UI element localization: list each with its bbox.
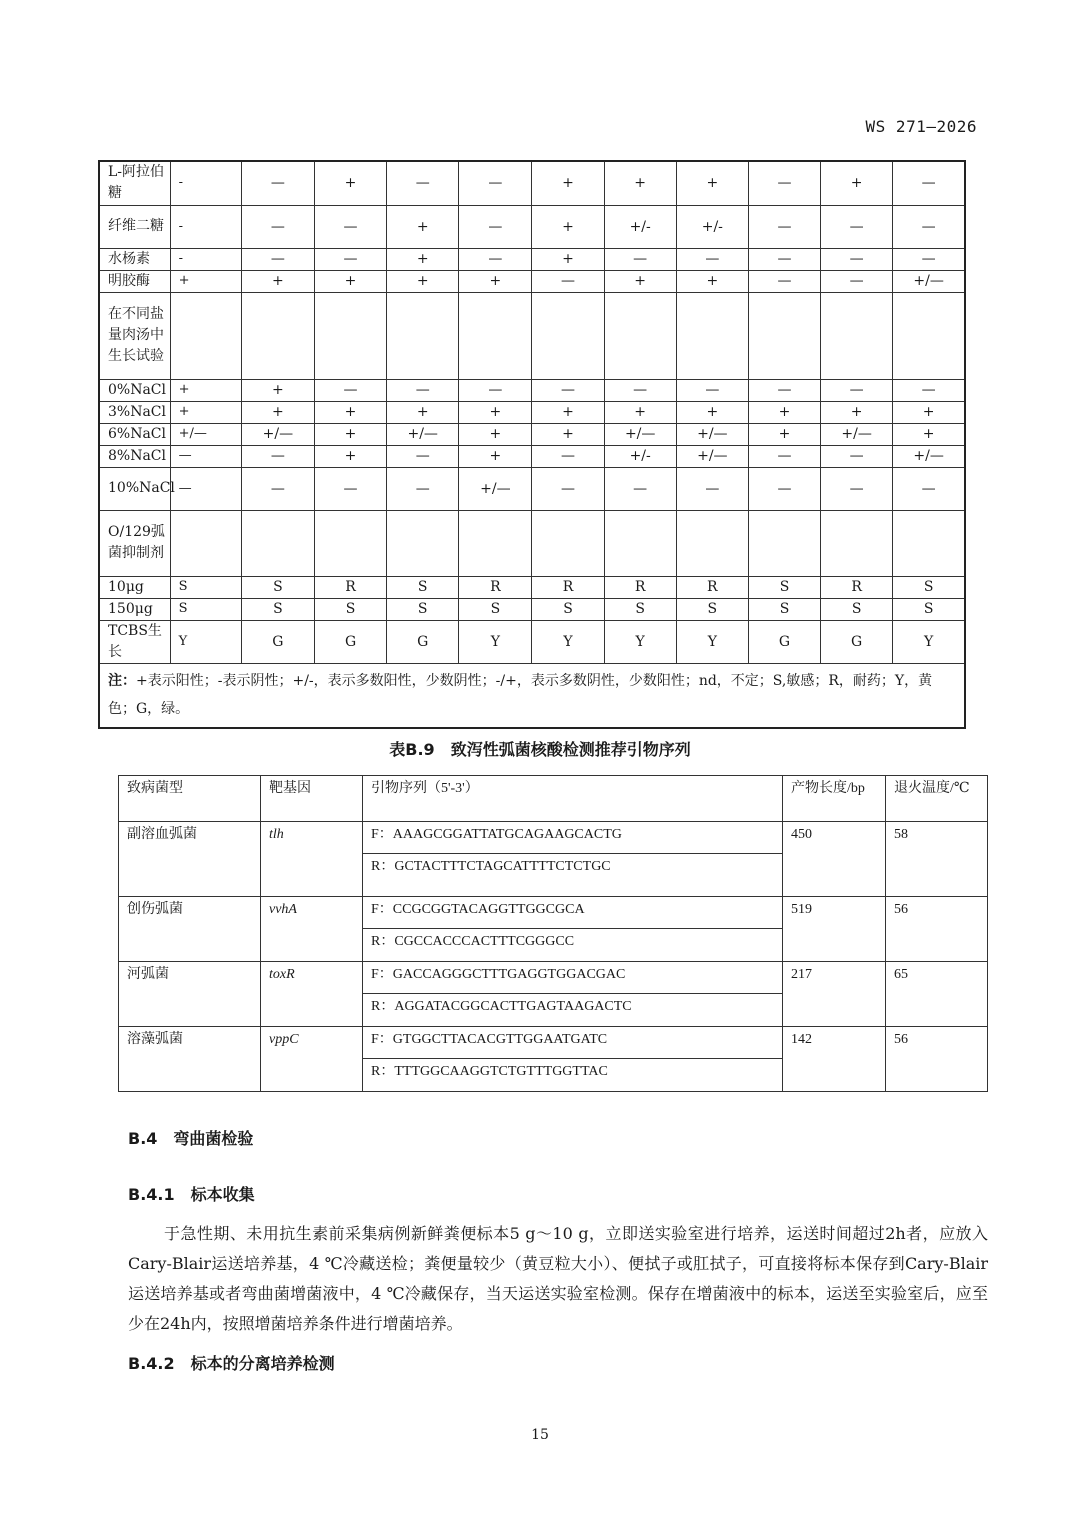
gene-cell: toxR — [261, 962, 363, 1027]
table-note-row — [99, 663, 965, 728]
table-cell: Y — [170, 620, 241, 663]
table-note — [99, 663, 965, 728]
table-cell: Y — [676, 620, 748, 663]
table-cell: - — [170, 161, 241, 205]
table-cell — [604, 510, 676, 576]
table-cell: R — [821, 576, 893, 598]
table-cell: + — [676, 270, 748, 292]
gene-cell: tlh — [261, 822, 363, 897]
row-label: 明胶酶 — [99, 270, 170, 292]
table-cell: R — [459, 576, 532, 598]
table-cell: — — [821, 270, 893, 292]
forward-primer-cell: F：GTGGCTTACACGTTGGAATGATC — [363, 1027, 783, 1059]
table-cell: S — [387, 598, 459, 620]
table-cell: + — [241, 270, 314, 292]
table-cell: +/— — [387, 423, 459, 445]
table-cell: — — [748, 205, 820, 248]
reverse-primer-cell: R：TTTGGCAAGGTCTGTTTGGTTAC — [363, 1059, 783, 1092]
product-length-cell: 217 — [783, 962, 886, 1027]
column-header: 引物序列（5'-3'） — [363, 776, 783, 822]
table-cell — [748, 292, 820, 379]
table-row — [119, 1027, 988, 1059]
table-row — [99, 576, 965, 598]
table-cell: + — [532, 401, 604, 423]
table-cell: — — [604, 248, 676, 270]
product-length-cell: 450 — [783, 822, 886, 897]
table-cell: S — [387, 576, 459, 598]
table-cell — [314, 292, 386, 379]
table-cell — [676, 510, 748, 576]
table-cell: + — [314, 270, 386, 292]
table-cell: S — [532, 598, 604, 620]
row-label: O/129弧菌抑制剂 — [99, 510, 170, 576]
row-label: 在不同盐量肉汤中生长试验 — [99, 292, 170, 379]
table-cell: + — [459, 423, 532, 445]
forward-primer-cell: F：GACCAGGGCTTTGAGGTGGACGAC — [363, 962, 783, 994]
table-cell: R — [604, 576, 676, 598]
table-cell: + — [459, 401, 532, 423]
table-cell: S — [748, 576, 820, 598]
table-cell: S — [170, 598, 241, 620]
table-cell: — — [532, 379, 604, 401]
table-cell: Y — [459, 620, 532, 663]
row-label: 水杨素 — [99, 248, 170, 270]
table-cell — [170, 510, 241, 576]
product-length-cell: 519 — [783, 897, 886, 962]
table-cell: + — [170, 401, 241, 423]
table-cell: + — [748, 401, 820, 423]
table-cell: Y — [893, 620, 965, 663]
table-cell — [459, 510, 532, 576]
table-cell: — — [532, 270, 604, 292]
standard-code: WS 271—2026 — [865, 117, 977, 136]
table-cell: — — [748, 379, 820, 401]
table-cell: — — [459, 248, 532, 270]
table-cell: — — [314, 467, 386, 510]
table-cell: — — [893, 379, 965, 401]
table-cell: + — [748, 423, 820, 445]
row-label: 8%NaCl — [99, 445, 170, 467]
table-cell: + — [387, 205, 459, 248]
table-cell: — — [748, 445, 820, 467]
table-cell: — — [821, 379, 893, 401]
table-cell: — — [532, 467, 604, 510]
table-cell: +/— — [893, 445, 965, 467]
table-cell: +/— — [170, 423, 241, 445]
table-row — [99, 401, 965, 423]
table-cell: — — [821, 445, 893, 467]
table-cell: — — [314, 379, 386, 401]
table-cell — [241, 510, 314, 576]
table-cell: G — [821, 620, 893, 663]
table-cell: + — [532, 161, 604, 205]
section-b42-heading: B.4.2 标本的分离培养检测 — [128, 1354, 335, 1373]
table-row — [99, 423, 965, 445]
table-row — [99, 161, 965, 205]
table-cell — [170, 292, 241, 379]
table-row — [99, 248, 965, 270]
organism-cell: 创伤弧菌 — [119, 897, 261, 962]
row-label: L-阿拉伯糖 — [99, 161, 170, 205]
table-cell: + — [604, 401, 676, 423]
table-cell — [893, 510, 965, 576]
table-cell: S — [314, 598, 386, 620]
gene-cell: vvhA — [261, 897, 363, 962]
table-cell: G — [748, 620, 820, 663]
header-row — [119, 776, 988, 822]
table-cell: + — [532, 423, 604, 445]
annealing-temp-cell: 56 — [886, 897, 988, 962]
column-header: 靶基因 — [261, 776, 363, 822]
row-label: 6%NaCl — [99, 423, 170, 445]
table-cell: S — [676, 598, 748, 620]
table-cell: + — [893, 423, 965, 445]
table-cell — [821, 510, 893, 576]
table-cell: — — [387, 467, 459, 510]
table-cell: + — [532, 205, 604, 248]
row-label: 10%NaCl — [99, 467, 170, 510]
table-cell: +/— — [676, 423, 748, 445]
table-cell — [459, 292, 532, 379]
row-label: TCBS生长 — [99, 620, 170, 663]
table-cell: — — [170, 445, 241, 467]
column-header: 致病菌型 — [119, 776, 261, 822]
table-cell: + — [387, 270, 459, 292]
table-row — [119, 897, 988, 929]
table-cell: — — [314, 248, 386, 270]
row-label: 150μg — [99, 598, 170, 620]
table-cell: + — [241, 401, 314, 423]
table-cell: +/— — [821, 423, 893, 445]
table-cell: + — [459, 445, 532, 467]
section-b4-heading: B.4 弯曲菌检验 — [128, 1129, 254, 1148]
table-cell: +/— — [459, 467, 532, 510]
table-row — [99, 598, 965, 620]
table-cell: S — [459, 598, 532, 620]
table-cell: +/- — [676, 205, 748, 248]
table-cell: — — [676, 248, 748, 270]
table-cell: + — [821, 161, 893, 205]
table-cell: — — [459, 379, 532, 401]
table-cell: + — [604, 270, 676, 292]
table-cell: + — [604, 161, 676, 205]
table-cell: — — [241, 161, 314, 205]
table-cell: — — [821, 467, 893, 510]
annealing-temp-cell: 56 — [886, 1027, 988, 1092]
table-cell: Y — [532, 620, 604, 663]
organism-cell: 副溶血弧菌 — [119, 822, 261, 897]
table-cell: — — [748, 467, 820, 510]
table-cell: + — [821, 401, 893, 423]
table-cell: — — [241, 467, 314, 510]
primer-table — [118, 775, 988, 1092]
table-cell: — — [241, 205, 314, 248]
table-cell: + — [314, 423, 386, 445]
table-cell: — — [893, 161, 965, 205]
table-caption: 表B.9 致泻性弧菌核酸检测推荐引物序列 — [389, 740, 691, 759]
row-label: 10μg — [99, 576, 170, 598]
table-cell: — — [387, 161, 459, 205]
table-cell — [821, 292, 893, 379]
reverse-primer-cell: R：AGGATACGGCACTTGAGTAAGACTC — [363, 994, 783, 1027]
row-label: 纤维二糖 — [99, 205, 170, 248]
table-cell: Y — [604, 620, 676, 663]
table-cell: +/— — [676, 445, 748, 467]
row-label: 3%NaCl — [99, 401, 170, 423]
table-cell: + — [314, 401, 386, 423]
annealing-temp-cell: 65 — [886, 962, 988, 1027]
organism-cell: 河弧菌 — [119, 962, 261, 1027]
table-cell: + — [170, 270, 241, 292]
table-cell: + — [893, 401, 965, 423]
table-cell: + — [459, 270, 532, 292]
table-cell: - — [170, 205, 241, 248]
table-cell: +/- — [604, 445, 676, 467]
table-row — [99, 445, 965, 467]
table-cell: — — [532, 445, 604, 467]
annealing-temp-cell: 58 — [886, 822, 988, 897]
table-cell: — — [748, 248, 820, 270]
table-cell: — — [748, 161, 820, 205]
table-cell: + — [676, 401, 748, 423]
table-row — [99, 379, 965, 401]
table-cell: S — [748, 598, 820, 620]
table-row — [99, 467, 965, 510]
table-row — [119, 962, 988, 994]
table-cell: +/- — [604, 205, 676, 248]
row-label: 0%NaCl — [99, 379, 170, 401]
table-row — [99, 205, 965, 248]
table-cell — [604, 292, 676, 379]
table-cell: + — [532, 248, 604, 270]
column-header: 产物长度/bp — [783, 776, 886, 822]
table-cell: R — [676, 576, 748, 598]
table-cell — [748, 510, 820, 576]
product-length-cell: 142 — [783, 1027, 886, 1092]
specimen-collection-paragraph: 于急性期、未用抗生素前采集病例新鲜粪便标本5 g～10 g，立即送实验室进行培养，运送时间超过2h者，应放入Cary-Blair运送培养基，4 ℃冷藏送检；粪便量较少（黄豆粒大小）、便拭子或肛拭子，可直接将标本保存到Cary-Blair运送培养基或者弯曲菌增菌液中，4 ℃冷藏保存，当天运送实验室检测。保存在增菌液中的标本，运送至实验室后，应至少在24h内，按照增菌培养条件进行增菌培养。 — [128, 1224, 988, 1333]
table-cell: - — [170, 248, 241, 270]
table-cell: — — [821, 205, 893, 248]
table-cell: — — [821, 248, 893, 270]
forward-primer-cell: F：AAAGCGGATTATGCAGAAGCACTG — [363, 822, 783, 854]
table-cell: G — [387, 620, 459, 663]
table-cell: — — [314, 205, 386, 248]
table-cell — [676, 292, 748, 379]
note-label: 注： — [108, 672, 136, 689]
table-cell: + — [170, 379, 241, 401]
table-cell: S — [893, 576, 965, 598]
table-cell: — — [387, 379, 459, 401]
table-cell: — — [604, 379, 676, 401]
column-header: 退火温度/℃ — [886, 776, 988, 822]
table-row — [99, 270, 965, 292]
table-cell: — — [459, 161, 532, 205]
table-row — [99, 620, 965, 663]
table-cell — [314, 510, 386, 576]
table-cell: + — [241, 379, 314, 401]
table-cell: +/— — [893, 270, 965, 292]
table-cell: — — [676, 467, 748, 510]
table-cell: G — [314, 620, 386, 663]
table-cell: — — [241, 248, 314, 270]
note-text: +表示阳性；-表示阴性；+/-，表示多数阳性，少数阴性；-/+，表示多数阴性，少数阳性；nd，不定；S,敏感；R，耐药；Y，黄色；G，绿。 — [108, 672, 933, 717]
table-cell: S — [241, 598, 314, 620]
table-cell: R — [532, 576, 604, 598]
gene-cell: vppC — [261, 1027, 363, 1092]
table-row — [99, 510, 965, 576]
table-cell: — — [604, 467, 676, 510]
table-row — [119, 822, 988, 854]
table-cell — [893, 292, 965, 379]
table-cell: — — [893, 467, 965, 510]
section-b41-heading: B.4.1 标本收集 — [128, 1185, 255, 1204]
table-cell: + — [676, 161, 748, 205]
table-cell: — — [893, 248, 965, 270]
table-cell: +/— — [604, 423, 676, 445]
table-cell: + — [387, 248, 459, 270]
table-cell: S — [170, 576, 241, 598]
table-cell — [387, 292, 459, 379]
table-cell — [387, 510, 459, 576]
table-cell — [241, 292, 314, 379]
reverse-primer-cell: R：CGCCACCCACTTTCGGGCC — [363, 929, 783, 962]
table-cell: S — [241, 576, 314, 598]
table-cell: — — [676, 379, 748, 401]
table-cell: — — [241, 445, 314, 467]
table-cell: — — [459, 205, 532, 248]
table-cell: S — [893, 598, 965, 620]
table-cell: + — [314, 161, 386, 205]
table-cell: — — [748, 270, 820, 292]
table-cell — [532, 292, 604, 379]
table-cell: — — [893, 205, 965, 248]
reverse-primer-cell: R：GCTACTTTCTAGCATTTTCTCTGC — [363, 854, 783, 897]
page-number: 15 — [531, 1427, 549, 1443]
table-row — [99, 292, 965, 379]
table-cell: S — [604, 598, 676, 620]
table-cell — [532, 510, 604, 576]
organism-cell: 溶藻弧菌 — [119, 1027, 261, 1092]
table-cell: G — [241, 620, 314, 663]
table-cell: — — [387, 445, 459, 467]
table-cell: +/— — [241, 423, 314, 445]
biochemical-table — [98, 160, 966, 729]
table-cell: S — [821, 598, 893, 620]
table-cell: + — [314, 445, 386, 467]
table-cell: — — [170, 467, 241, 510]
table-cell: + — [387, 401, 459, 423]
forward-primer-cell: F：CCGCGGTACAGGTTGGCGCA — [363, 897, 783, 929]
table-cell: R — [314, 576, 386, 598]
